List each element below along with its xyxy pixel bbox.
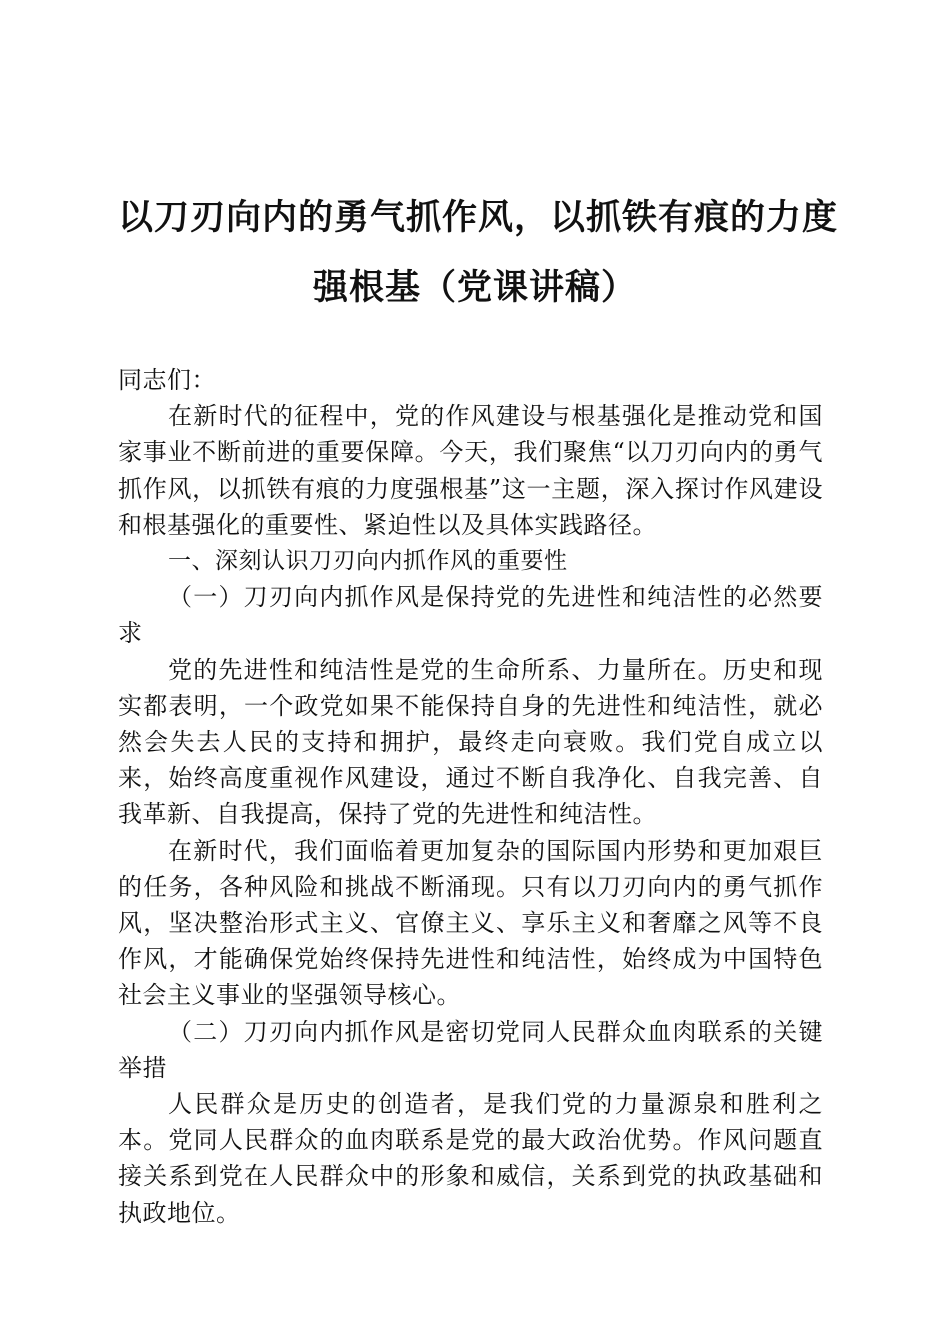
subsection-1-paragraph-2: 在新时代，我们面临着更加复杂的国际国内形势和更加艰巨的任务，各种风险和挑战不断涌现。只有以刀刃向内的勇气抓作风，坚决整治形式主义、官僚主义、享乐主义和奢靡之风等不良作风，才能确保党始终保持先进性和纯洁性，始终成为中国特色社会主义事业的坚强领导核心。 (118, 836, 823, 1010)
section-1-heading: 一、深刻认识刀刃向内抓作风的重要性 (168, 548, 568, 575)
title-line-2: 强根基（党课讲稿） (312, 268, 637, 308)
subsection-2-paragraph-1: 人民群众是历史的创造者，是我们党的力量源泉和胜利之本。党同人民群众的血肉联系是党的最大政治优势。作风问题直接关系到党在人民群众中的形象和威信，关系到党的执政基础和执政地位。 (118, 1090, 823, 1227)
title-line-1: 以刀刃向内的勇气抓作风，以抓铁有痕的力度 (118, 198, 839, 238)
salutation: 同志们： (118, 366, 216, 394)
subsection-2-heading: （二）刀刃向内抓作风是密切党同人民群众血肉联系的关键举措 (118, 1017, 823, 1082)
subsection-1-paragraph-1: 党的先进性和纯洁性是党的生命所系、力量所在。历史和现实都表明，一个政党如果不能保持自身的先进性和纯洁性，就必然会失去人民的支持和拥护，最终走向衰败。我们党自成立以来，始终高度重视作风建设，通过不断自我净化、自我完善、自我革新、自我提高，保持了党的先进性和纯洁性。 (118, 655, 823, 829)
subsection-1-heading: （一）刀刃向内抓作风是保持党的先进性和纯洁性的必然要求 (118, 583, 823, 648)
intro-paragraph: 在新时代的征程中，党的作风建设与根基强化是推动党和国家事业不断前进的重要保障。今天，我们聚焦“以刀刃向内的勇气抓作风，以抓铁有痕的力度强根基”这一主题，深入探讨作风建设和根基强化的重要性、紧迫性以及具体实践路径。 (118, 402, 823, 539)
document-body (118, 362, 823, 1231)
